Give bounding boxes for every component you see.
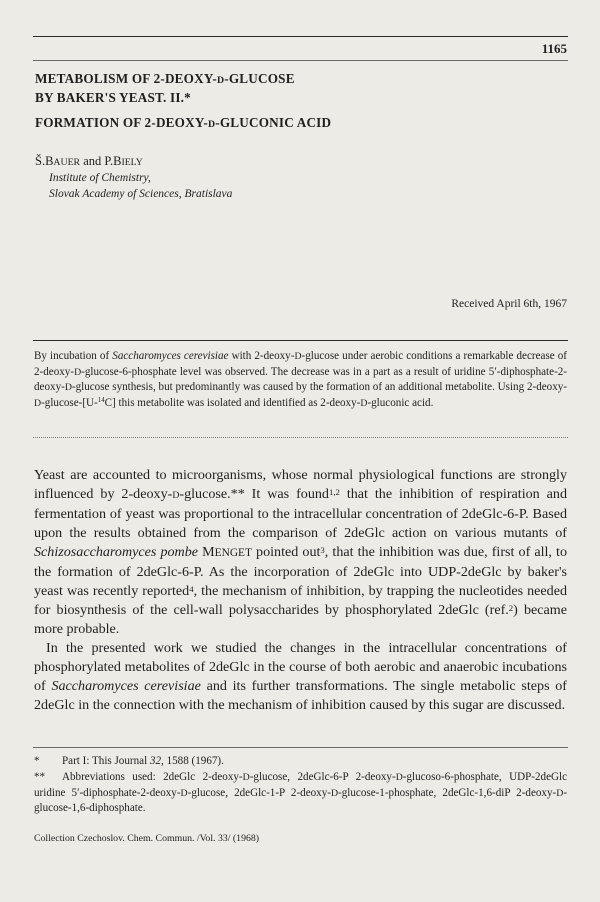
- page-number: 1165: [541, 41, 567, 56]
- footnote-rule: [33, 747, 568, 748]
- affiliation-line-1: Institute of Chemistry,: [49, 172, 151, 184]
- received-date: Received April 6th, 1967: [451, 298, 567, 310]
- affiliation-line-2: Slovak Academy of Sciences, Bratislava: [49, 188, 233, 200]
- top-rule: [33, 36, 568, 37]
- footnote-1: * Part I: This Journal 32, 1588 (1967).: [34, 755, 224, 767]
- footnote-2: ** Abbreviations used: 2deGlc 2-deoxy-D-glucose, 2deGlc-6-P 2-deoxy-D-glucoso-6-phosphate, UDP-2deGlc uridine 5′-diphosphate-2-deoxy-D-glucose, 2deGlc-1-P 2-deoxy-D-glucose-1-phosphate, 2deGlc-1,6-diP 2-deoxy-D-glucose-1,6-diphosphate.: [34, 771, 568, 814]
- article-title-line-3: FORMATION OF 2-DEOXY-D-GLUCONIC ACID: [35, 115, 332, 130]
- journal-citation: Collection Czechoslov. Chem. Commun. /Vol. 33/ (1968): [34, 833, 260, 844]
- abstract: By incubation of Saccharomyces cerevisiae with 2-deoxy-D-glucose under aerobic conditions a remarkable decrease of 2-deoxy-D-glucose-6-phosphate level was observed. The decrease was in a part as a result of uridine 5′-diphosphate-2-deoxy-D-glucose synthesis, but predominantly was caused by the formation of an additional metabolite. Using 2-deoxy-D-glucose-[U-$^{14}$C] this metabolite was isolated and identified as 2-deoxy-D-gluconic acid.: [34, 350, 568, 409]
- article-title-line-2: BY BAKER'S YEAST. II.*: [35, 90, 191, 105]
- header-rule: [33, 60, 568, 61]
- abstract-bottom-rule: [33, 437, 568, 438]
- paragraph-2: In the presented work we studied the changes in the intracellular concentrations of phosphorylated metabolites of 2deGlc in the course of both aerobic and anaerobic incubations of Saccharomyces cerevisiae and its further transformations. The single metabolic steps of 2deGlc in the connection with the mechanism of inhibition caused by this sugar are discussed.: [34, 640, 567, 713]
- paragraph-1: Yeast are accounted to microorganisms, whose normal physiological functions are strongly influenced by 2-deoxy-D-glucose.** It was found$^{1,2}$ that the inhibition of respiration and fermentation of yeast was proportional to the intracellular concentration of 2deGlc-6-P. Based upon the results obtained from the comparison of 2deGlc action on various mutants of Schizosaccharomyces pombe MENGET pointed out$^3$, that the inhibition was due, first of all, to the formation of 2deGlc-6-P. As the incorporation of 2deGlc into UDP-2deGlc by baker's yeast was recently reported$^4$, the mechanism of inhibition, by trapping the nucleotides needed for biosynthesis of the cell-wall polysaccharides by phosphorylated 2deGlc (ref.$^2$) became more probable.: [34, 467, 568, 637]
- main-text: [34, 466, 567, 715]
- article-title-line-1: METABOLISM OF 2-DEOXY-D-GLUCOSE: [35, 71, 295, 86]
- authors: Š.BAUER and P.BIELY: [35, 154, 143, 168]
- abstract-top-rule: [33, 340, 568, 341]
